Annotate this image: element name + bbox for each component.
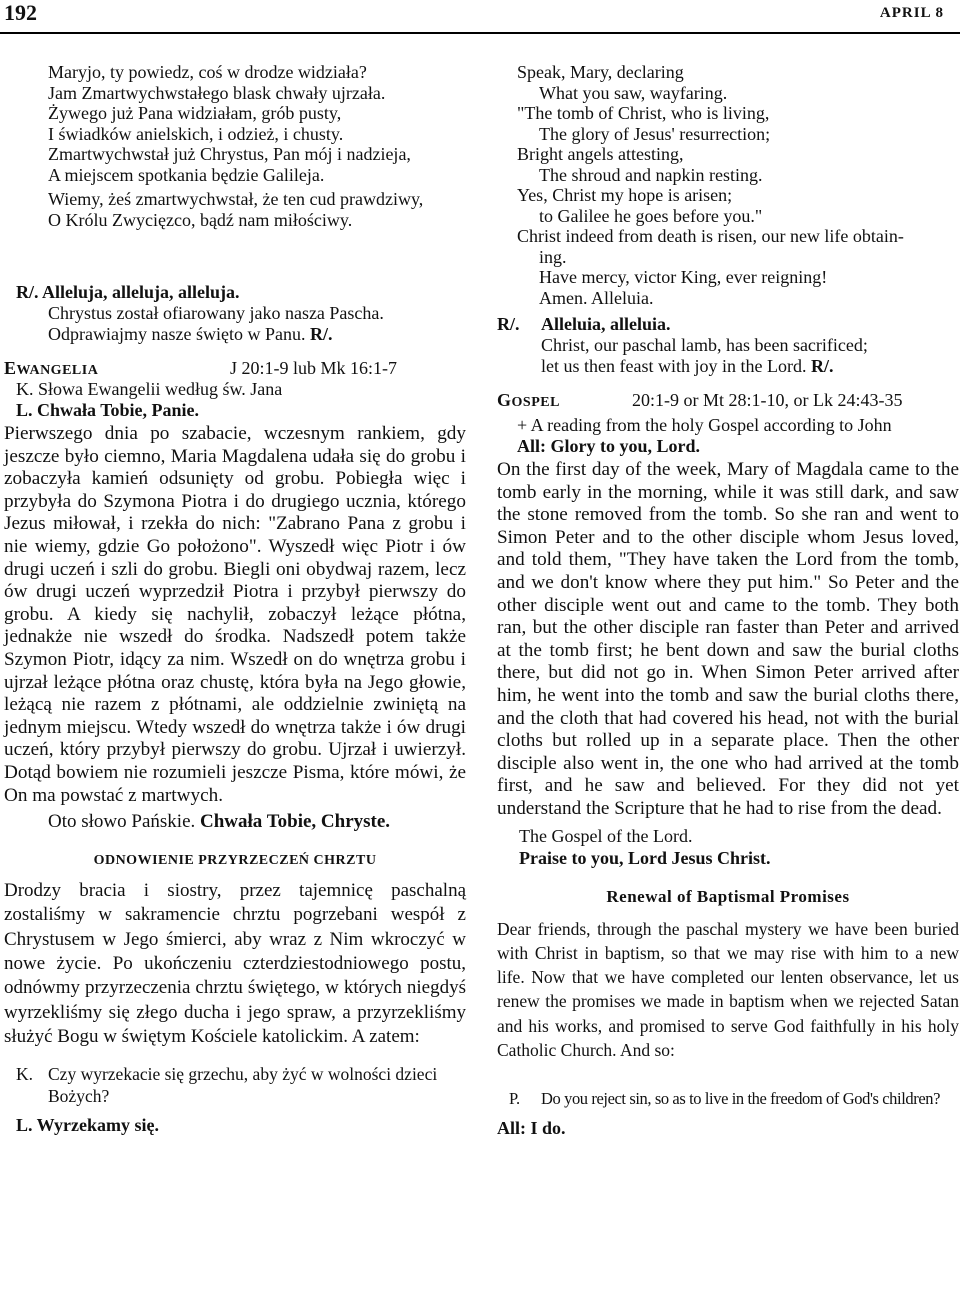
- english-column: [497, 62, 959, 1139]
- gospel-reference: J 20:1-9 lub Mk 16:1-7: [230, 358, 398, 378]
- renewal-question-en: [497, 1088, 959, 1110]
- closing-line: Praise to you, Lord Jesus Christ.: [519, 847, 771, 868]
- question-label: P.: [509, 1089, 520, 1109]
- acclamation-verse: Chrystus został ofiarowany jako nasza Pascha.: [48, 303, 384, 323]
- gospel-response: All: Glory to you, Lord.: [517, 436, 700, 456]
- polish-column: [4, 62, 466, 1136]
- acclamation-verse: Christ, our paschal lamb, has been sacrificed;: [541, 335, 868, 355]
- gospel-acclamation-pl: [4, 282, 466, 345]
- hymn-line: ing.: [539, 246, 567, 267]
- hymn-line: O Królu Zwycięzco, bądź nam miłościwy.: [48, 209, 353, 230]
- hymn-line: Zmartwychwstał już Chrystus, Pan mój i nadzieja,: [48, 144, 411, 164]
- gospel-reference: 20:1-9 or Mt 28:1-10, or Lk 24:43-35: [632, 390, 903, 410]
- hymn-line: "The tomb of Christ, who is living,: [517, 103, 770, 123]
- hymn-line: Amen. Alleluia.: [539, 287, 654, 308]
- gospel-closing-en: [497, 825, 959, 869]
- hymn-line: The glory of Jesus' resurrection;: [539, 123, 771, 144]
- gospel-heading-en: [497, 389, 959, 411]
- acclamation-verse: Odprawiajmy nasze święto w Panu. R/.: [48, 324, 333, 344]
- gospel-intro: + A reading from the holy Gospel according to John: [517, 415, 892, 435]
- question-label: K.: [16, 1064, 34, 1085]
- hymn-line: Have mercy, victor King, ever reigning!: [539, 267, 828, 287]
- hymn-line: Christ indeed from death is risen, our new life obtain-: [517, 226, 904, 246]
- section-title-en: Renewal of Baptismal Promises: [606, 886, 850, 906]
- hymn-line: A miejscem spotkania będzie Galileja.: [48, 164, 325, 185]
- page-header: [0, 0, 960, 34]
- page-number: 192: [4, 0, 37, 25]
- gospel-intro: K. Słowa Ewangelii według św. Jana: [16, 379, 283, 399]
- gospel-acclamation-en: [497, 314, 959, 377]
- hymn-line: to Galilee he goes before you.": [539, 205, 763, 226]
- gospel-text-pl: Pierwszego dnia po szabacie, wczesnym rankiem, gdy jeszcze było ciemno, Maria Magdalena udała się do grobu i zobaczyła kamień odsunięty od grobu. Pobiegła więc i przybyła do Szymona Piotra i do drugiego ucznia, którego Jezus miłował, i rzekła do nich: "Zabrano Pana z grobu i nie wiemy, gdzie Go położono". Wyszedł więc Piotr i ów drugi uczeń i szli do grobu. Biegli oni obydwaj razem, lecz ów drugi uczeń wyprzedził Piotra i przybył pierwszy do grobu. A kiedy się nachylił, zobaczył leżące płótna, jednakże nie wszedł do środka. Nadszedł potem także Szymon Piotr, idący za nim. Wszedł on do wnętrza grobu i ujrzał leżące płótna oraz chustę, która była na Jego głowie, leżącą nie razem z płótnami, ale oddzielnie zwiniętą na jednym miejscu. Wtedy wszedł do wnętrza także i ów drugi uczeń, który przybył pierwszy do grobu. Ujrzał i uwierzył. Dotąd bowiem nie rozumieli jeszcze Pisma, które mówi, że On ma powstać z martwych.: [4, 423, 466, 806]
- renewal-answer-en: All: I do.: [497, 1118, 566, 1139]
- section-title-pl: ODNOWIENIE PRZYRZECZEŃ CHRZTU: [93, 853, 377, 869]
- acclamation-verse: let us then feast with joy in the Lord. R/.: [541, 356, 834, 376]
- hymn-line: Wiemy, żeś zmartwychwstał, że ten cud prawdziwy,: [48, 189, 424, 209]
- renewal-question-pl: [4, 1063, 466, 1107]
- gospel-closing-pl: Oto słowo Pańskie. Chwała Tobie, Chryste.: [48, 811, 391, 833]
- hymn-line: Żywego już Pana widziałam, grób pusty,: [48, 103, 342, 123]
- hymn-line: What you saw, wayfaring.: [539, 82, 728, 103]
- renewal-intro-pl: Drodzy bracia i siostry, przez tajemnicę paschalną zostaliśmy w sakramencie chrztu pogrzebani wespół z Chrystusem w Jego śmierci, aby wraz z Nim wkroczyć w nowe życie. Po ukończeniu czterdziestodniowego postu, odnówmy przyrzeczenia chrztu świętego, w których niegdyś wyrzekliśmy się złego ducha i jego spraw, a przyrzekliśmy służyć Bogu w świętym Kościele katolickim. A zatem:: [4, 880, 466, 1047]
- sequence-hymn-pl: [4, 62, 466, 230]
- gospel-heading-pl: [4, 357, 466, 379]
- running-head-date: APRIL 8: [879, 5, 944, 21]
- hymn-line: Jam Zmartwychwstałego blask chwały ujrzała.: [48, 82, 386, 103]
- acclamation-refrain: R/. Alleluja, alleluja, alleluja.: [16, 282, 240, 302]
- hymn-line: Maryjo, ty powiedz, coś w drodze widziała?: [48, 62, 367, 82]
- renewal-answer-pl: L. Wyrzekamy się.: [16, 1115, 159, 1136]
- gospel-text-en: On the first day of the week, Mary of Magdala came to the tomb early in the morning, while it was still dark, and saw the stone removed from the tomb. So she ran and went to Simon Peter and to the other disciple whom Jesus loved, and told them, "They have taken the Lord from the tomb, and we don't know where they put him." So Peter and the other disciple went out and came to the tomb. They both ran, but the other disciple ran faster than Peter and arrived at the tomb first; he bent down and saw the burial cloths there, but did not go in. When Simon Peter arrived after him, he went into the tomb and saw the burial cloths there, and the cloth that had covered his head, not with the burial cloths but rolled up in a separate place. Then the other disciple also went in, the one who had arrived at the tomb first, and he saw and believed. For they did not yet understand the Scripture that he had to rise from the dead.: [497, 459, 959, 819]
- gospel-label: EWANGELIA: [4, 358, 99, 378]
- gospel-response: L. Chwała Tobie, Panie.: [16, 400, 200, 420]
- question-text: Do you reject sin, so as to live in the freedom of God's children?: [541, 1089, 941, 1109]
- hymn-line: The shroud and napkin resting.: [539, 164, 763, 185]
- renewal-intro-en: Dear friends, through the paschal mystery we have been buried with Christ in baptism, so that we may rise with him to a new life. Now that we have completed our lenten observance, let us renew the promises we made in baptism when we rejected Satan and his works, and promised to serve God faithfully in his holy Catholic Church. And so:: [497, 918, 959, 1060]
- hymn-line: Yes, Christ my hope is arisen;: [517, 185, 733, 205]
- hymn-line: Speak, Mary, declaring: [517, 62, 684, 82]
- sequence-hymn-en: [497, 62, 959, 308]
- hymn-line: Bright angels attesting,: [517, 144, 684, 164]
- closing-line: The Gospel of the Lord.: [519, 825, 693, 846]
- hymn-line: I świadków anielskich, i odzież, i chusty.: [48, 123, 344, 144]
- acclamation-refrain: R/. Alleluia, alleluia.: [497, 314, 671, 334]
- question-text: Czy wyrzekacie się grzechu, aby żyć w wolności dzieci Bożych?: [48, 1064, 438, 1107]
- gospel-label: GOSPEL: [497, 390, 560, 410]
